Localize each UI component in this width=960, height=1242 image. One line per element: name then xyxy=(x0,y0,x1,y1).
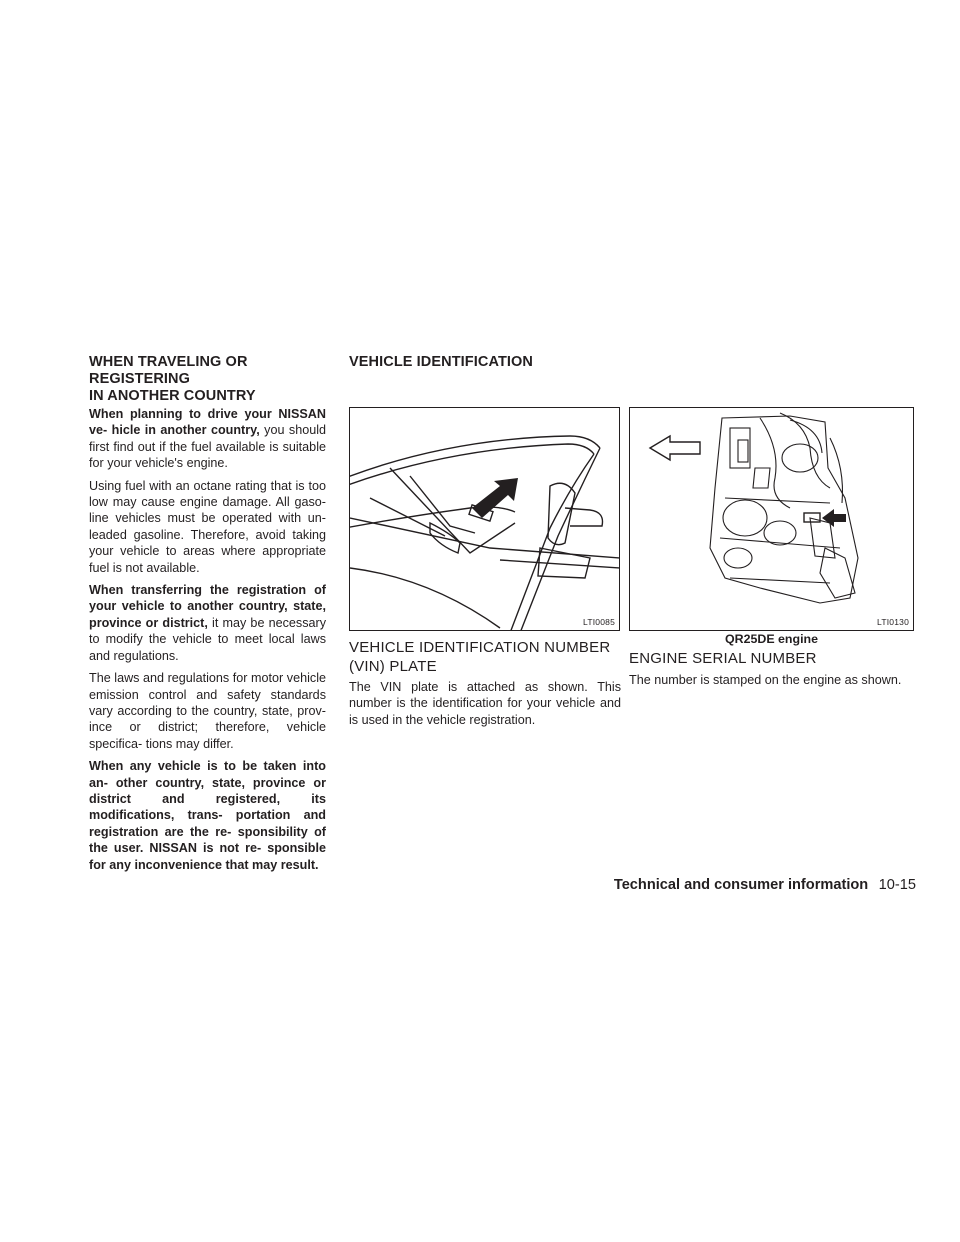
paragraph-transferring: When transferring the registration of your vehicle to another country, state, province or district, it may be necessary to modify the vehicle to meet local laws and regulations. xyxy=(89,583,326,663)
vin-paragraph: The VIN plate is attached as shown. This number is the identification for your vehicle and is used in the vehicle registration. xyxy=(349,680,621,727)
vin-heading: VEHICLE IDENTIFICATION NUMBER (VIN) PLATE xyxy=(349,639,611,675)
serial-arrow-icon xyxy=(822,509,846,527)
vin-plate-figure xyxy=(349,407,620,631)
figure-code: LTI0130 xyxy=(877,617,909,627)
section-heading-traveling: WHEN TRAVELING OR REGISTERING IN ANOTHER COUNTRY xyxy=(89,354,256,404)
engine-serial-heading: ENGINE SERIAL NUMBER xyxy=(629,650,817,667)
paragraph-octane: Using fuel with an octane rating that is too low may cause engine damage. All gaso- line vehicles must be operated with un- leaded gasoline. Therefore, avoid taking your vehicle to areas where appropriate fuel is not available. xyxy=(89,478,326,575)
engine-figure-caption: QR25DE engine xyxy=(725,632,818,646)
section-heading-vehicle-identification: VEHICLE IDENTIFICATION xyxy=(349,354,533,370)
windshield-illustration xyxy=(350,408,620,631)
paragraph-laws: The laws and regulations for motor vehicle emission control and safety standards vary according to the country, state, prov- ince or district; therefore, vehicle specifica- tions may differ. xyxy=(89,671,326,751)
serial-stamp-marker xyxy=(804,513,820,522)
front-arrow-icon xyxy=(650,436,700,460)
figure-code: LTI0085 xyxy=(583,617,615,627)
traveling-body xyxy=(89,406,326,879)
engine-body xyxy=(629,672,914,694)
footer-section-title: Technical and consumer information xyxy=(613,877,869,893)
paragraph-responsibility: When any vehicle is to be taken into an- other country, state, province or district and registered, its modifications, trans- portation and registration are the re- sponsibility of the user. NISSAN is not re- sponsible for any inconvenience that may result. xyxy=(89,759,326,872)
engine-serial-figure xyxy=(629,407,914,631)
vin-body xyxy=(349,679,621,734)
engine-illustration xyxy=(630,408,914,631)
page-number: 10-15 xyxy=(878,877,916,893)
engine-paragraph: The number is stamped on the engine as shown. xyxy=(629,673,902,687)
page-footer xyxy=(560,876,916,894)
paragraph-planning: When planning to drive your NISSAN ve- hicle in another country, you should first find out if the fuel available is suitable for your vehicle's engine. xyxy=(89,407,327,471)
vin-arrow-icon xyxy=(472,478,518,518)
